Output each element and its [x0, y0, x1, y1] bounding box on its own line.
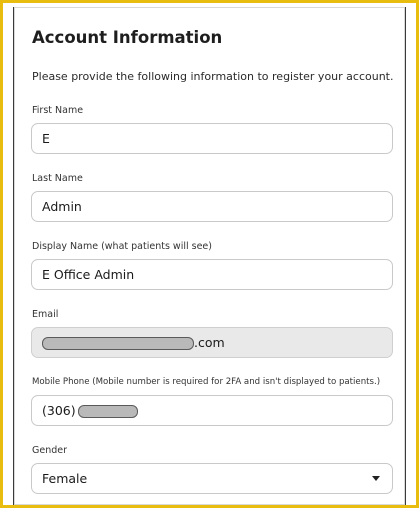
first-name-input[interactable] [31, 123, 393, 154]
display-name-value: E Office Admin [42, 267, 135, 282]
last-name-value: Admin [42, 199, 82, 214]
mobile-phone-label: Mobile Phone (Mobile number is required for 2FA and isn't displayed to patients.) [32, 377, 381, 387]
gender-select[interactable] [31, 463, 393, 494]
mobile-phone-input[interactable] [31, 395, 393, 426]
first-name-label: First Name [32, 105, 84, 116]
caret-down-icon [372, 476, 380, 481]
last-name-input[interactable] [31, 191, 393, 222]
email-label: Email [32, 309, 59, 320]
gender-selected-value: Female [42, 471, 88, 486]
page-title: Account Information [32, 28, 223, 47]
gender-label: Gender [32, 445, 68, 456]
phone-area-code: (306) [42, 403, 76, 418]
redacted-phone-number [78, 405, 138, 418]
page-subtitle: Please provide the following information to register your account. [32, 70, 394, 83]
last-name-label: Last Name [32, 173, 83, 184]
display-name-label: Display Name (what patients will see) [32, 241, 212, 252]
first-name-value: E [42, 131, 50, 146]
redacted-email [42, 337, 194, 350]
email-suffix: .com [194, 335, 225, 350]
account-information-panel [13, 7, 406, 505]
email-field [31, 327, 393, 358]
display-name-input[interactable] [31, 259, 393, 290]
